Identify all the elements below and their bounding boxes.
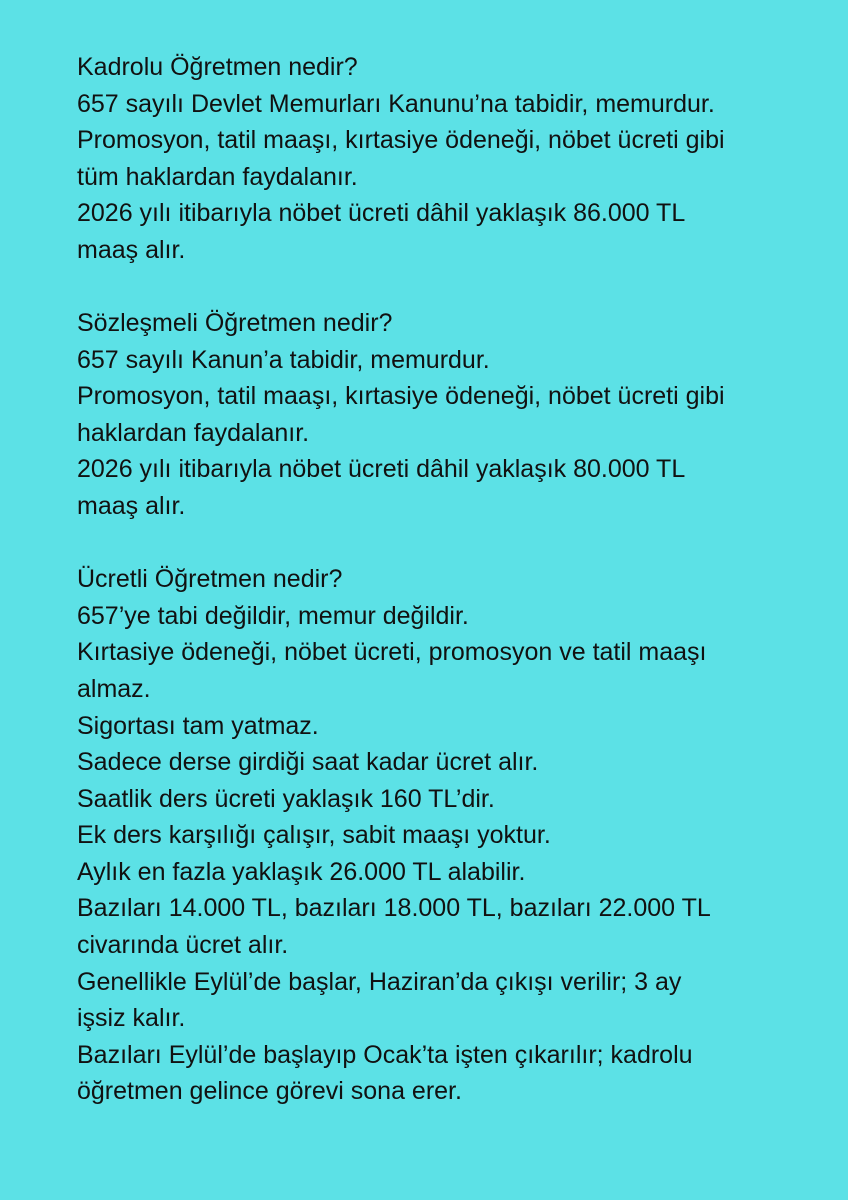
section-heading: Sözleşmeli Öğretmen nedir? bbox=[77, 309, 393, 338]
body-line: Saatlik ders ücreti yaklaşık 160 TL’dir. bbox=[77, 784, 495, 813]
section-kadrolu-ogretmen bbox=[77, 49, 808, 269]
body-line: Promosyon, tatil maaşı, kırtasiye ödeneği, nöbet ücreti gibi bbox=[77, 126, 725, 155]
body-line: işsiz kalır. bbox=[77, 1004, 186, 1033]
section-heading: Ücretli Öğretmen nedir? bbox=[77, 565, 343, 594]
body-line: haklardan faydalanır. bbox=[77, 418, 310, 447]
section-sozlesmeli-ogretmen bbox=[77, 305, 808, 525]
body-line: Ek ders karşılığı çalışır, sabit maaşı yoktur. bbox=[77, 821, 551, 850]
body-line: 657 sayılı Kanun’a tabidir, memurdur. bbox=[77, 345, 490, 374]
body-line: 2026 yılı itibarıyla nöbet ücreti dâhil yaklaşık 86.000 TL bbox=[77, 199, 686, 228]
body-line: 2026 yılı itibarıyla nöbet ücreti dâhil yaklaşık 80.000 TL bbox=[77, 455, 686, 484]
body-line: Sadece derse girdiği saat kadar ücret alır. bbox=[77, 748, 539, 777]
body-line: civarında ücret alır. bbox=[77, 931, 289, 960]
body-line: Bazıları 14.000 TL, bazıları 18.000 TL, bazıları 22.000 TL bbox=[77, 894, 711, 923]
body-line: Promosyon, tatil maaşı, kırtasiye ödeneği, nöbet ücreti gibi bbox=[77, 382, 725, 411]
body-line: 657’ye tabi değildir, memur değildir. bbox=[77, 601, 469, 630]
body-line: tüm haklardan faydalanır. bbox=[77, 162, 358, 191]
body-line: öğretmen gelince görevi sona erer. bbox=[77, 1077, 462, 1106]
body-line: maaş alır. bbox=[77, 235, 186, 264]
body-line: Sigortası tam yatmaz. bbox=[77, 711, 319, 740]
body-line: maaş alır. bbox=[77, 492, 186, 521]
body-line: 657 sayılı Devlet Memurları Kanunu’na tabidir, memurdur. bbox=[77, 89, 715, 118]
body-line: Aylık en fazla yaklaşık 26.000 TL alabilir. bbox=[77, 857, 526, 886]
section-heading: Kadrolu Öğretmen nedir? bbox=[77, 53, 358, 81]
body-line: Kırtasiye ödeneği, nöbet ücreti, promosyon ve tatil maaşı bbox=[77, 638, 707, 667]
body-line: Bazıları Eylül’de başlayıp Ocak’ta işten çıkarılır; kadrolu bbox=[77, 1040, 693, 1069]
section-ucretli-ogretmen bbox=[77, 561, 808, 1110]
body-line: Genellikle Eylül’de başlar, Haziran’da çıkışı verilir; 3 ay bbox=[77, 967, 682, 996]
body-line: almaz. bbox=[77, 674, 151, 703]
